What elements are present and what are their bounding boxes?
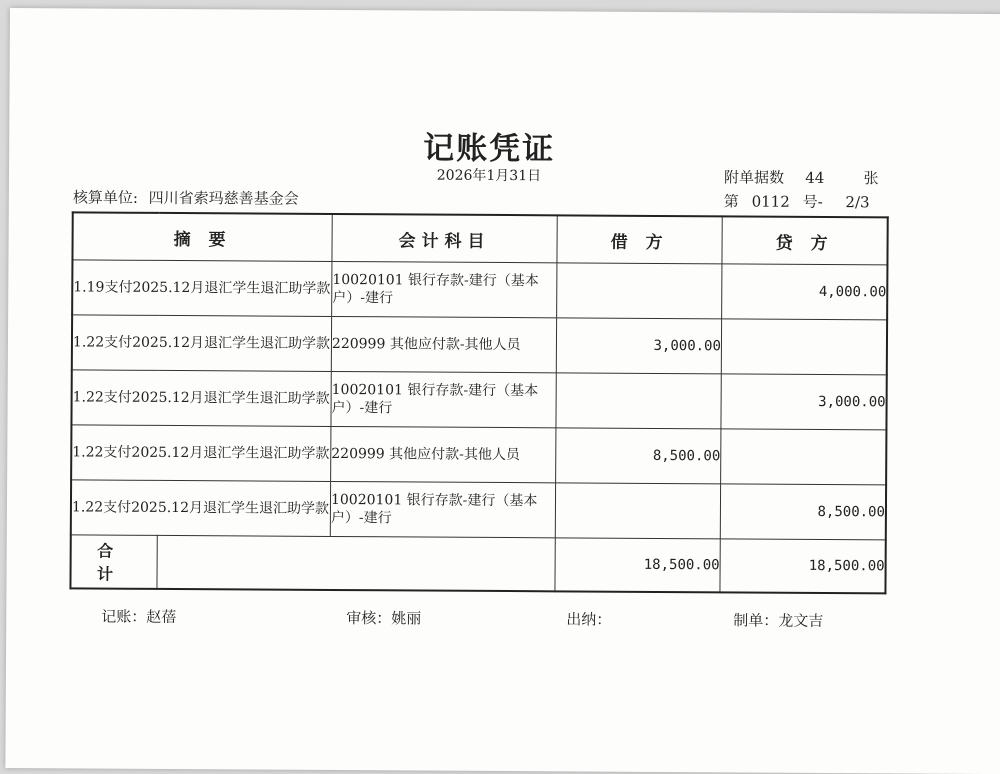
total-credit: 18,500.00	[720, 539, 886, 594]
row-account: 10020101 银行存款-建行（基本户）-建行	[331, 371, 556, 427]
row-credit	[721, 429, 887, 485]
voucher-title: 记账凭证	[423, 130, 556, 168]
table-row	[72, 260, 887, 320]
row-account: 220999 其他应付款-其他人员	[331, 316, 556, 372]
row-debit	[555, 483, 720, 539]
accounting-unit-value: 四川省索玛慈善基金会	[148, 188, 299, 208]
total-blank	[157, 535, 555, 591]
row-credit: 8,500.00	[720, 484, 886, 540]
row-summary: 1.22支付2025.12月退汇学生退汇助学款	[72, 315, 332, 372]
attachment-unit: 张	[863, 169, 879, 188]
signature-cashier: 出纳：	[566, 610, 612, 629]
row-summary: 1.22支付2025.12月退汇学生退汇助学款	[71, 480, 331, 537]
attachment-number: 44	[805, 168, 825, 187]
table-header-row	[72, 212, 887, 264]
row-debit	[557, 263, 722, 319]
header-summary: 摘 要	[72, 212, 332, 261]
voucher-number-suffix: 号-	[802, 192, 823, 211]
row-debit: 3,000.00	[556, 318, 721, 374]
header-debit: 借 方	[557, 215, 722, 264]
row-credit	[721, 319, 887, 375]
total-row	[70, 535, 885, 593]
row-credit: 4,000.00	[722, 264, 888, 320]
voucher-date: 2026年1月31日	[436, 167, 542, 185]
row-account: 220999 其他应付款-其他人员	[331, 426, 556, 482]
header-account: 会计科目	[332, 214, 557, 263]
row-summary: 1.22支付2025.12月退汇学生退汇助学款	[71, 425, 331, 482]
table-row	[71, 425, 886, 485]
row-account: 10020101 银行存款-建行（基本户）-建行	[332, 261, 557, 317]
signature-reviewer: 审核：姚丽	[346, 609, 422, 628]
voucher-number	[724, 190, 870, 212]
header-credit: 贷 方	[722, 216, 888, 265]
accounting-unit	[73, 186, 299, 208]
table-row	[72, 315, 887, 375]
row-debit	[556, 373, 721, 429]
row-credit: 3,000.00	[721, 374, 887, 430]
accounting-unit-label: 核算单位:	[72, 188, 138, 207]
voucher-page: 2/3	[845, 193, 870, 212]
row-summary: 1.19支付2025.12月退汇学生退汇助学款	[72, 260, 332, 317]
signature-line	[101, 606, 901, 630]
voucher-table	[69, 211, 888, 594]
attachment-label: 附单据数	[723, 168, 785, 187]
total-label: 合 计	[70, 535, 157, 589]
table-row	[71, 480, 886, 540]
total-debit: 18,500.00	[555, 538, 720, 593]
row-summary: 1.22支付2025.12月退汇学生退汇助学款	[71, 370, 331, 427]
attachment-count	[724, 166, 879, 188]
table-row	[71, 370, 886, 430]
row-account: 10020101 银行存款-建行（基本户）-建行	[330, 481, 555, 537]
row-debit: 8,500.00	[556, 428, 721, 484]
voucher-number-value: 0112	[751, 192, 790, 211]
signature-bookkeeper: 记账：赵蓓	[101, 607, 177, 627]
voucher-paper	[5, 8, 1000, 774]
voucher-number-prefix: 第	[723, 192, 739, 211]
signature-preparer: 制单：龙文吉	[733, 611, 824, 630]
